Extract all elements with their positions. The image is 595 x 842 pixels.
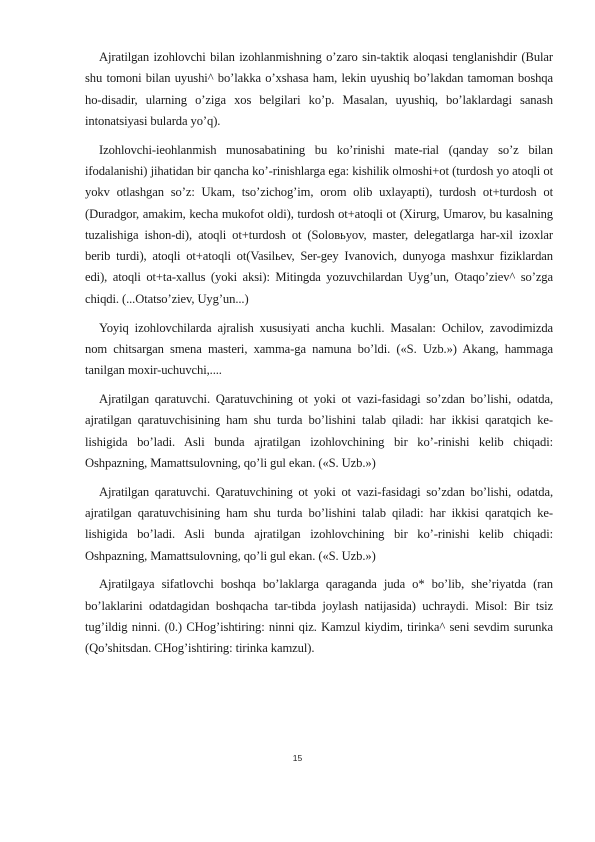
paragraph-1: Ajratilgan izohlovchi bilan izohlanmishning o’zaro sin-taktik aloqasi tenglanishdir (Bular shu tomoni bilan uyushi^ bo’lakka o’xshasa ham, lekin uyushiq bo’lakdan tamoman boshqa ho-disadir, ularning o’ziga xos belgilari ko’p. Masalan, uyushiq, bo’laklardagi sanash intonatsiyasi bularda yo’q).	[85, 50, 553, 128]
document-body	[85, 47, 553, 667]
paragraph-3: Yoyiq izohlovchilarda ajralish xususiyati ancha kuchli. Masalan: Ochilov, zavodimizda nom chitsargan smena masteri, xamma-ga namuna bo’ldi. («S. Uzb.») Akang, hammaga tanilgan moxir-uchuvchi,....	[85, 320, 553, 378]
paragraph-4: Ajratilgan qaratuvchi. Qaratuvchining ot yoki ot vazi-fasidagi so’zdan bo’lishi, odatda, ajratilgan qaratuvchisining ham shu turda bo’lishini talab qiladi: har ikkisi qaratqich ke-lishigida bo’ladi. Asli bunda ajratilgan izohlovchining bir ko’-rinishi kelib chiqadi: Oshpazning, Mamattsulovning, qo’li gul ekan. («S. Uzb.»)	[85, 391, 553, 470]
paragraph-5: Ajratilgan qaratuvchi. Qaratuvchining ot yoki ot vazi-fasidagi so’zdan bo’lishi, odatda, ajratilgan qaratuvchisining ham shu turda bo’lishini talab qiladi: har ikkisi qaratqich ke-lishigida bo’ladi. Asli bunda ajratilgan izohlovchining bir ko’-rinishi kelib chiqadi: Oshpazning, Mamattsulovning, qo’li gul ekan. («S. Uzb.»)	[85, 484, 553, 563]
paragraph-6: Ajratilgaya sifatlovchi boshqa bo’laklarga qaraganda juda o* bo’lib, she’riyatda (ran bo’laklarini odatdagidan boshqacha tar-tibda joylash natijasida) uchraydi. Misol: Bir tsiz tug’ildig ninni. (0.) CHog’ishtiring: ninni qiz. Kamzul kiydim, tirinka^ seni sevdim surunka (Qo’shitsdan. CHog’ishtiring: tirinka kamzul).	[85, 577, 553, 656]
paragraph-2: Izohlovchi-ieohlanmish munosabatining bu ko’rinishi mate-rial (qanday so’z bilan ifodalanishi) jihatidan bir qancha ko’-rinishlarga ega: kishilik olmoshi+ot (turdosh yo atoqli ot yokv otlashgan so’z: Ukam, tso’zichog’im, orom olib uxlayapti), turdosh ot+turdosh ot (Duradgor, amakim, kecha mukofot oldi), turdosh ot+atoqli ot (Xirurg, Umarov, bu kasalning tuzalishiga ishon-di), atoqli ot+turdosh ot (Soloвьyov, master, delegatlarga har-xil izoxlar berib turdi), atoqli ot+atoqli ot(Vasilьev, Ser-gey Ivanovich, dunyoga mashxur fiziklardan edi), atoqli ot+ta-xallus (yoki aksi): Mitingda yozuvchilardan Uyg’un, Otaqo’ziev^ so’zga chiqdi. (...Otatso’ziev, Uyg’un...)	[85, 142, 553, 306]
page-number: 15	[292, 753, 303, 763]
